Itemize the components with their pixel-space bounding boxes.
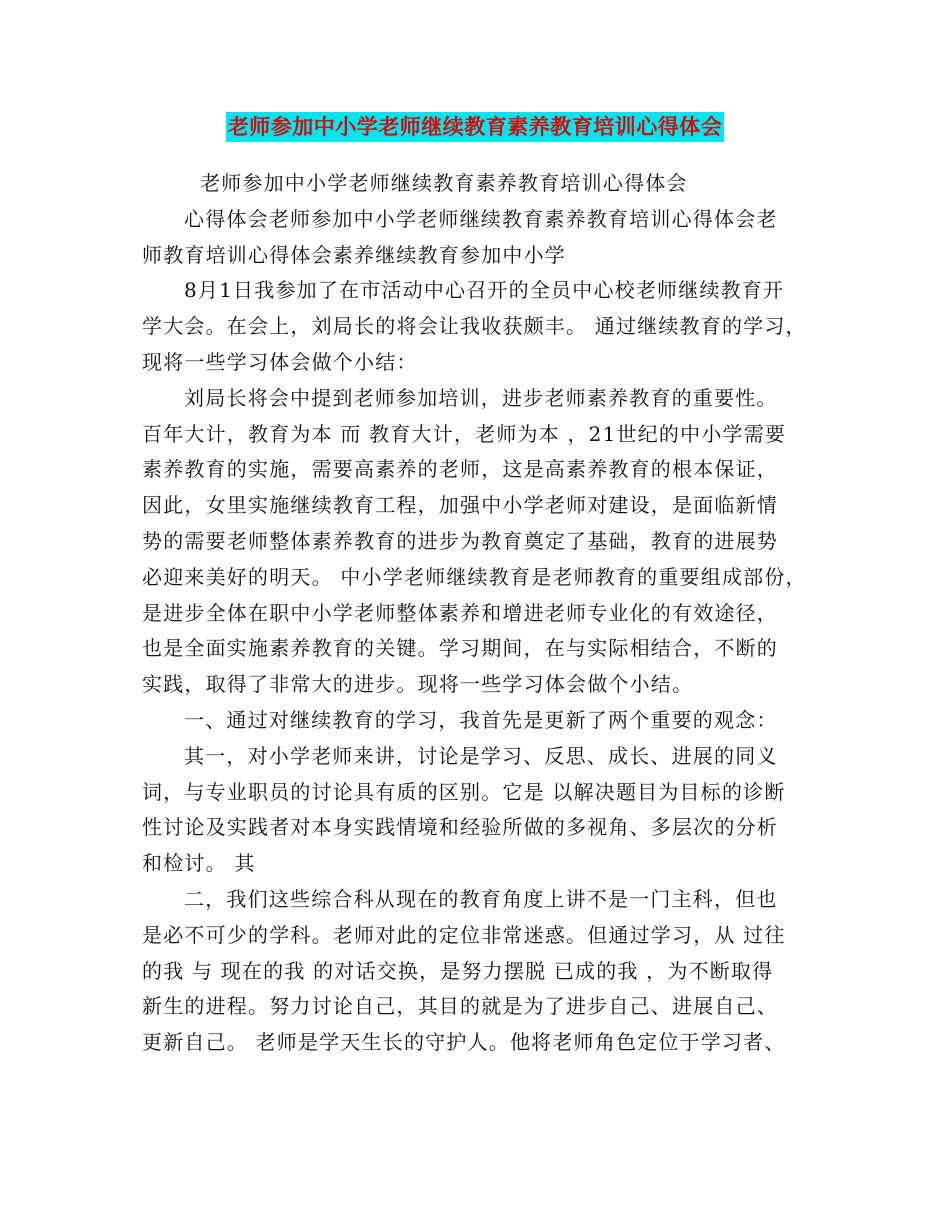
body-line: 学大会。在会上，刘局长的将会让我收获颇丰。 通过继续教育的学习， [142, 314, 807, 339]
body-line: 新生的进程。努力讨论自己，其目的就是为了进步自己、进展自己、 [142, 994, 778, 1019]
title-container [0, 112, 950, 142]
body-line: 也是全面实施素养教育的关键。学习期间，在与实际相结合，不断的 [142, 636, 778, 661]
body-line: 现将一些学习体会做个小结： [142, 349, 418, 374]
document-title: 老师参加中小学老师继续教育素养教育培训心得体会 [226, 112, 725, 142]
document-body [142, 166, 810, 1061]
body-line: 更新自己。 老师是学天生长的守护人。他将老师角色定位于学习者、 [142, 1030, 786, 1055]
body-line: 的我 与 现在的我 的对话交换，是努力摆脱 已成的我 ，为不断取得 [142, 958, 774, 983]
body-line: 其一，对小学老师来讲，讨论是学习、反思、成长、进展的同义 [184, 743, 778, 768]
body-line: 必迎来美好的明天。 中小学老师继续教育是老师教育的重要组成部份， [142, 564, 807, 589]
body-line: 二，我们这些综合科从现在的教育角度上讲不是一门主科，但也 [184, 886, 778, 911]
body-line: 8月1日我参加了在市活动中心召开的全员中心校老师继续教育开 [184, 278, 785, 303]
body-line: 实践，取得了非常大的进步。现将一些学习体会做个小结。 [142, 672, 694, 697]
body-line: 心得体会老师参加中小学老师继续教育素养教育培训心得体会老 [184, 206, 778, 231]
body-line: 素养教育的实施，需要高素养的老师，这是高素养教育的根本保证， [142, 457, 778, 482]
body-line: 和检讨。 其 [142, 851, 256, 876]
body-line: 因此，女里实施继续教育工程，加强中小学老师对建设，是面临新情 [142, 493, 778, 518]
body-line: 势的需要老师整体素养教育的进步为教育奠定了基础，教育的进展势 [142, 528, 778, 553]
body-line: 百年大计，教育为本 而 教育大计，老师为本 ，21世纪的中小学需要 [142, 421, 787, 446]
body-line: 师教育培训心得体会素养继续教育参加中小学 [142, 242, 566, 267]
body-line: 性讨论及实践者对本身实践情境和经验所做的多视角、多层次的分析 [142, 815, 778, 840]
body-line: 一、通过对继续教育的学习，我首先是更新了两个重要的观念： [184, 707, 778, 732]
body-line: 是必不可少的学科。老师对此的定位非常迷惑。但通过学习，从 过往 [142, 922, 786, 947]
body-line: 词，与专业职员的讨论具有质的区别。它是 以解决题目为目标的诊断 [142, 779, 786, 804]
body-line: 是进步全体在职中小学老师整体素养和增进老师专业化的有效途径， [142, 600, 778, 625]
body-line: 老师参加中小学老师继续教育素养教育培训心得体会 [200, 171, 688, 195]
body-line: 刘局长将会中提到老师参加培训，进步老师素养教育的重要性。 [184, 385, 778, 410]
